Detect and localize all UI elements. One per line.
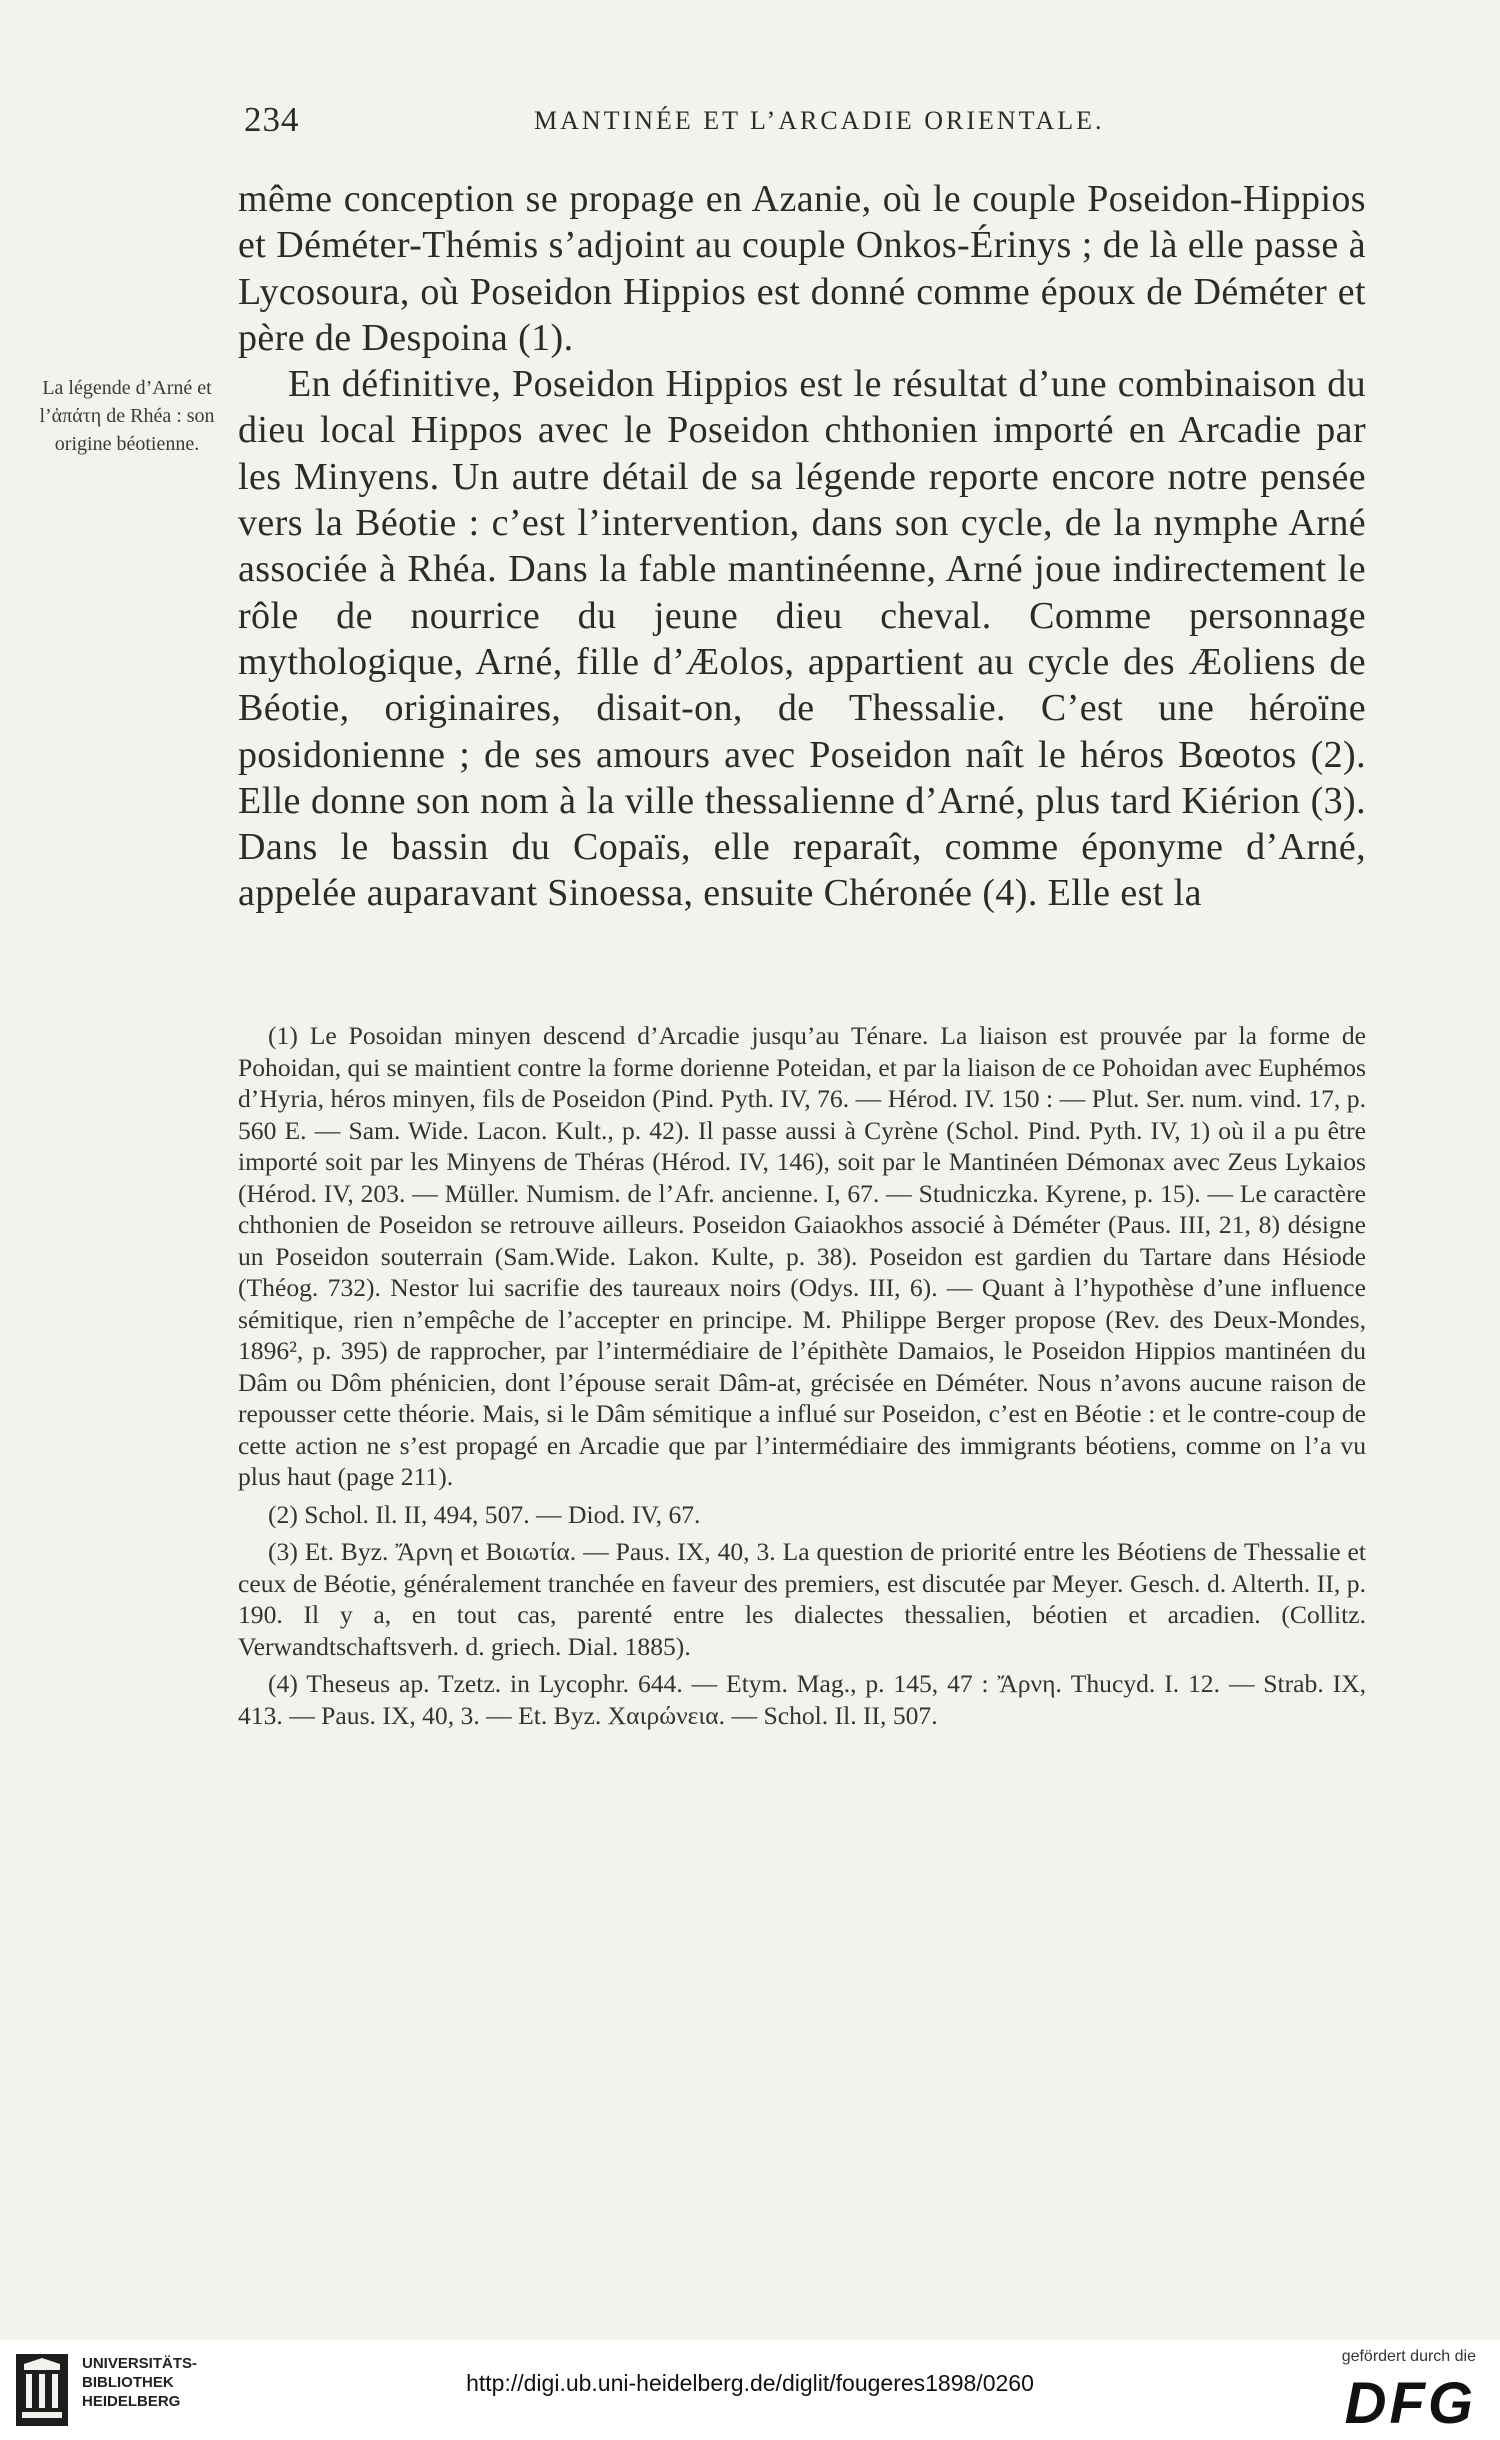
library-name-line: BIBLIOTHEK (82, 2374, 174, 2391)
body-paragraph: même conception se propage en Azanie, où le couple Poseidon-Hippios et Déméter-Thémis s’adjoint au couple Onkos-Érinys ; de là elle passe à Lycosoura, où Poseidon Hippios est donné comme époux de Déméter et père de Despoina (1). (238, 178, 1366, 359)
library-name (82, 2354, 282, 2411)
library-name-line: UNIVERSITÄTS- (82, 2355, 198, 2372)
page-number: 234 (244, 100, 300, 139)
main-text (238, 176, 1366, 917)
footnotes (238, 1020, 1366, 1737)
margin-note: La légende d’Arné et l’ἀπάτη de Rhéa : son origine béotienne. (39, 377, 215, 455)
funding-note: gefördert durch die (1341, 2348, 1476, 2365)
footnote: (2) Schol. Il. II, 494, 507. — Diod. IV, 67. (268, 1499, 701, 1529)
dfg-logo: DFG (1344, 2371, 1476, 2436)
footnote: (3) Et. Byz. Ἄρνη et Βοιωτία. — Paus. IX, 40, 3. La question de priorité entre les Béotiens de Thessalie et ceux de Béotie, généralement tranchée en faveur des premiers, est discutée par Meyer. Gesch. d. Alterth. II, p. 190. Il y a, en tout cas, parenté entre les dialectes thessalien, béotien et arcadien. (Collitz. Verwandtschaftsverh. d. griech. Dial. 1885). (238, 1537, 1366, 1661)
footnote: (4) Theseus ap. Tzetz. in Lycophr. 644. — Etym. Mag., p. 145, 47 : Ἄρνη. Thucyd. I. 12. — Strab. IX, 413. — Paus. IX, 40, 3. — Et. Byz. Χαιρώνεια. — Schol. Il. II, 507. (238, 1669, 1366, 1730)
body-paragraph: En définitive, Poseidon Hippios est le résultat d’une combinaison du dieu local Hippos avec le Poseidon chthonien importé en Arcadie par les Minyens. Un autre détail de sa légende reporte encore notre pensée vers la Béotie : c’est l’intervention, dans son cycle, de la nymphe Arné associée à Rhéa. Dans la fable mantinéenne, Arné joue indirectement le rôle de nourrice du jeune dieu cheval. Comme personnage mythologique, Arné, fille d’Æolos, appartient au cycle des Æoliens de Béotie, originaires, disait-on, de Thessalie. C’est une héroïne posidonienne ; de ses amours avec Poseidon naît le héros Bœotos (2). Elle donne son nom à la ville thessalienne d’Arné, plus tard Kiérion (3). Dans le bassin du Copaïs, elle reparaît, comme éponyme d’Arné, appelée auparavant Sinoessa, ensuite Chéronée (4). Elle est la (238, 363, 1366, 915)
university-library-logo (14, 2350, 70, 2430)
library-name-line: HEIDELBERG (82, 2393, 181, 2410)
running-head (244, 100, 1370, 150)
source-url-link[interactable]: http://digi.ub.uni-heidelberg.de/diglit/fougeres1898/0260 (466, 2370, 1034, 2396)
footer-bar (0, 2340, 1500, 2440)
running-title: MANTINÉE ET L’ARCADIE ORIENTALE. (534, 106, 1105, 135)
footnote: (1) Le Posoidan minyen descend d’Arcadie jusqu’au Ténare. La liaison est prouvée par la forme de Pohoidan, qui se maintient contre la forme dorienne Poteidan, et par la liaison de ce Pohoidan avec Euphémos d’Hyria, héros minyen, fils de Poseidon (Pind. Pyth. IV, 76. — Hérod. IV. 150 : — Plut. Ser. num. vind. 17, p. 560 E. — Sam. Wide. Lacon. Kult., p. 42). Il passe aussi à Cyrène (Schol. Pind. Pyth. IV, 1) où il a pu être importé soit par les Minyens de Théras (Hérod. IV, 146), soit par le Mantinéen Démonax avec Zeus Lykaios (Hérod. IV, 203. — Müller. Numism. de l’Afr. ancienne. I, 67. — Studniczka. Kyrene, p. 15). — Le caractère chthonien de Poseidon se retrouve ailleurs. Poseidon Gaiaokhos associé à Déméter (Paus. III, 21, 8) désigne un Poseidon souterrain (Sam.Wide. Lakon. Kulte, p. 38). Poseidon est gardien du Tartare dans Hésiode (Théog. 732). Nestor lui sacrifie des taureaux noirs (Odys. III, 6). — Quant à l’hypothèse d’une influence sémitique, rien n’empêche de l’accepter en principe. M. Philippe Berger propose (Rev. des Deux-Mondes, 1896², p. 395) de rapprocher, par l’intermédiaire de l’épithète Damaios, le Poseidon Hippios mantinéen du Dâm ou Dôm phénicien, dont l’épouse serait Dâm-at, grécisée en Déméter. Nous n’avons aucune raison de repousser cette théorie. Mais, si le Dâm sémitique a influé sur Poseidon, c’est en Béotie : et le contre-coup de cette action ne s’est propagé en Arcadie que par l’intermédiaire des immigrants béotiens, comme on l’a vu plus haut (page 211). (238, 1021, 1366, 1491)
